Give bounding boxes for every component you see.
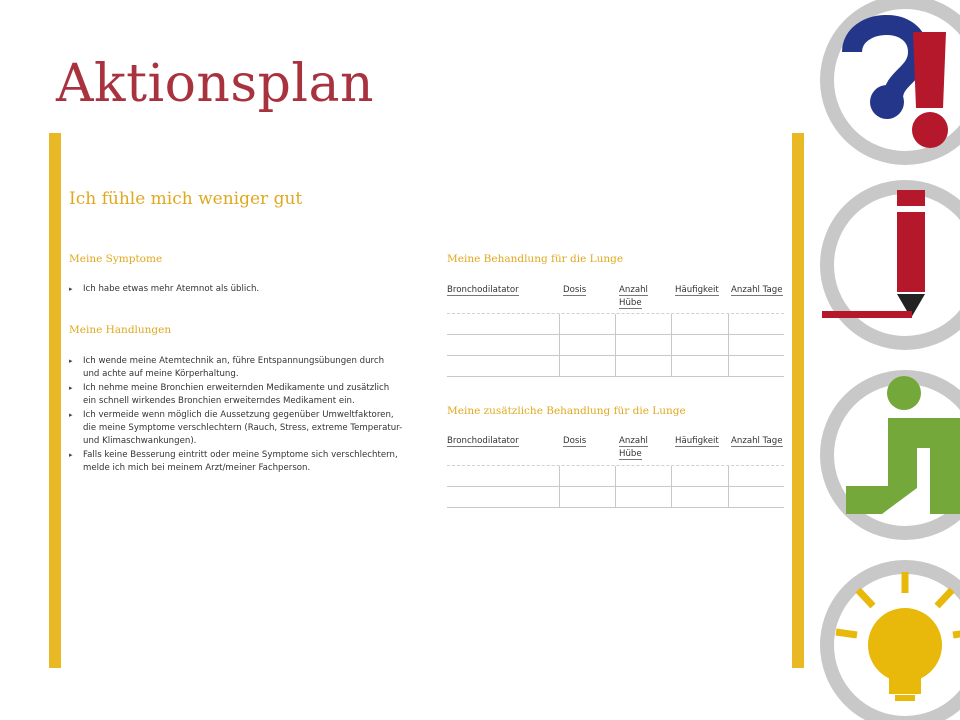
bullet-icon: ▸ [69,451,73,459]
list-item [69,283,399,296]
section-subtitle: Ich fühle mich weniger gut [69,189,303,209]
extra-treatment-heading: Meine zusätzliche Behandlung für die Lunge [447,405,686,417]
symptoms-list [69,283,399,297]
accent-bar-left [49,133,61,668]
list-item-line: Ich vermeide wenn möglich die Aussetzung gegenüber Umweltfaktoren, [83,410,394,420]
column-header-frequency: Häufigkeit [675,436,719,446]
column-header-bronchodilator: Bronchodilatator [447,436,519,446]
table-divider [728,466,729,507]
icon-column [816,0,960,720]
bullet-icon: ▸ [69,384,73,392]
bullet-icon: ▸ [69,285,73,293]
column-header-frequency: Häufigkeit [675,285,719,295]
actions-list [69,355,409,476]
treatment-table [447,284,784,379]
column-header-days: Anzahl Tage [731,436,783,446]
column-header-bronchodilator: Bronchodilatator [447,285,519,295]
list-item [69,409,409,448]
list-item [69,355,409,381]
list-item-line: Ich nehme meine Bronchien erweiternden Medikamente und zusätzlich [83,383,390,393]
list-item-line: Ich wende meine Atemtechnik an, führe Entspannungsübungen durch [83,356,385,366]
bullet-icon: ▸ [69,411,73,419]
column-header-puffs: Anzahl Hübe [619,285,648,308]
table-divider [615,314,616,376]
column-header-puffs: Anzahl Hübe [619,436,648,459]
symptoms-heading: Meine Symptome [69,253,163,265]
table-divider [559,314,560,376]
table-rule [447,507,784,508]
list-item-line: die meine Symptome verschlechtern (Rauch, Stress, extreme Temperatur- [83,423,403,433]
list-item-line: und Klimaschwankungen). [83,436,197,446]
extra-treatment-table [447,435,784,511]
running-person-icon [827,376,960,533]
column-header-dose: Dosis [563,285,587,295]
column-header-days: Anzahl Tage [731,285,783,295]
table-rule [447,376,784,377]
table-divider [671,466,672,507]
table-divider [728,314,729,376]
accent-bar-right [792,133,804,668]
table-divider [671,314,672,376]
list-item-text: Ich habe etwas mehr Atemnot als üblich. [83,284,260,294]
column-header-dose: Dosis [563,436,587,446]
pencil-icon [822,187,960,343]
table-divider [559,466,560,507]
lightbulb-icon [827,567,960,720]
list-item [69,449,409,475]
list-item-line: ein schnell wirkendes Bronchien erweiterndes Medikament ein. [83,396,355,406]
list-item-line: Falls keine Besserung eintritt oder meine Symptome sich verschlechtern, [83,450,398,460]
bullet-icon: ▸ [69,357,73,365]
list-item [69,382,409,408]
table-divider [615,466,616,507]
page-title: Aktionsplan [56,54,374,114]
treatment-heading: Meine Behandlung für die Lunge [447,253,624,265]
actions-heading: Meine Handlungen [69,324,172,336]
list-item-line: und achte auf meine Körperhaltung. [83,369,239,379]
list-item-line: melde ich mich bei meinem Arzt/meiner Fachperson. [83,463,311,473]
question-exclamation-icon [827,2,960,158]
